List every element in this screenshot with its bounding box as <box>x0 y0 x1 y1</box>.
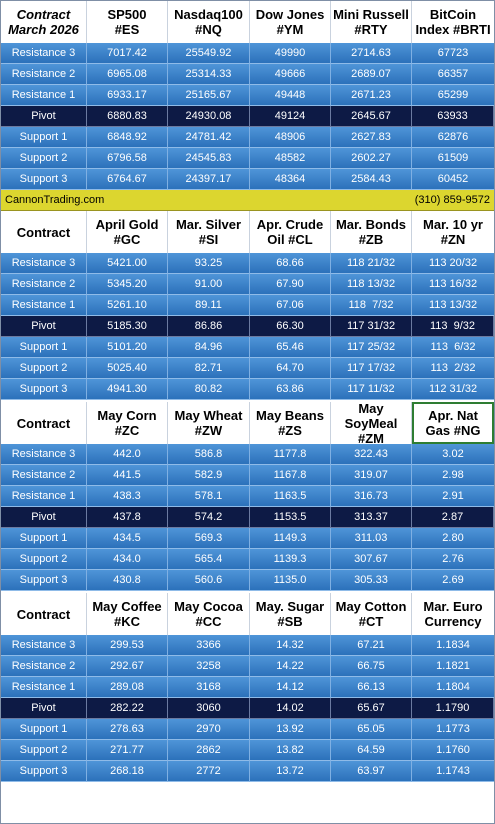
value-cell: 60452 <box>412 169 494 190</box>
value-cell: 66.13 <box>331 677 412 698</box>
value-cell: 67.06 <box>250 295 331 316</box>
header-row <box>1 593 494 635</box>
value-cell: 582.9 <box>168 465 250 486</box>
value-cell: 5345.20 <box>87 274 168 295</box>
level-row <box>1 64 494 85</box>
value-cell: 89.11 <box>168 295 250 316</box>
value-cell: 1.1821 <box>412 656 494 677</box>
value-cell: 118 7/32 <box>331 295 412 316</box>
value-cell: 49990 <box>250 43 331 64</box>
value-cell: 118 13/32 <box>331 274 412 295</box>
col-header-10yr: Mar. 10 yr #ZN <box>423 217 483 247</box>
level-row <box>1 295 494 316</box>
value-cell: 430.8 <box>87 570 168 591</box>
row-label: Resistance 1 <box>1 295 87 316</box>
value-cell: 13.72 <box>250 761 331 782</box>
value-cell: 2772 <box>168 761 250 782</box>
col-header-cotton: May Cotton #CT <box>331 593 412 635</box>
value-cell: 1.1760 <box>412 740 494 761</box>
pivot-row <box>1 316 494 337</box>
value-cell: 49448 <box>250 85 331 106</box>
row-label: Resistance 3 <box>1 444 87 465</box>
value-cell: 63.97 <box>331 761 412 782</box>
level-row <box>1 740 494 761</box>
col-header-crude-oil: Apr. Crude Oil #CL <box>250 211 331 253</box>
value-cell: 65.46 <box>250 337 331 358</box>
value-cell: 313.37 <box>331 507 412 528</box>
value-cell: 14.12 <box>250 677 331 698</box>
value-cell: 113 13/32 <box>412 295 494 316</box>
col-header-nat-gas: Apr. Nat Gas #NG <box>412 402 494 444</box>
value-cell: 2671.23 <box>331 85 412 106</box>
value-cell: 2.98 <box>412 465 494 486</box>
value-cell: 560.6 <box>168 570 250 591</box>
value-cell: 93.25 <box>168 253 250 274</box>
level-row <box>1 127 494 148</box>
value-cell: 113 2/32 <box>412 358 494 379</box>
value-cell: 307.67 <box>331 549 412 570</box>
value-cell: 2689.07 <box>331 64 412 85</box>
value-cell: 6933.17 <box>87 85 168 106</box>
pivot-row <box>1 698 494 719</box>
value-cell: 49666 <box>250 64 331 85</box>
row-label: Resistance 3 <box>1 253 87 274</box>
value-cell: 7017.42 <box>87 43 168 64</box>
value-cell: 6965.08 <box>87 64 168 85</box>
value-cell: 2.87 <box>412 507 494 528</box>
value-cell: 67.90 <box>250 274 331 295</box>
value-cell: 24545.83 <box>168 148 250 169</box>
value-cell: 49124 <box>250 106 331 127</box>
col-header-beans: May Beans #ZS <box>250 402 331 444</box>
value-cell: 66.30 <box>250 316 331 337</box>
value-cell: 5101.20 <box>87 337 168 358</box>
level-row <box>1 570 494 591</box>
value-cell: 5185.30 <box>87 316 168 337</box>
level-row <box>1 379 494 400</box>
level-row <box>1 656 494 677</box>
col-header-cocoa: May Cocoa #CC <box>168 593 250 635</box>
row-label: Pivot <box>1 507 87 528</box>
level-row <box>1 761 494 782</box>
data-rows <box>1 253 494 400</box>
row-label: Support 2 <box>1 358 87 379</box>
value-cell: 2.80 <box>412 528 494 549</box>
row-label: Support 2 <box>1 740 87 761</box>
info-bar <box>1 190 494 211</box>
value-cell: 1.1790 <box>412 698 494 719</box>
value-cell: 1177.8 <box>250 444 331 465</box>
header-row <box>1 1 494 43</box>
value-cell: 2645.67 <box>331 106 412 127</box>
row-label: Support 2 <box>1 549 87 570</box>
value-cell: 6764.67 <box>87 169 168 190</box>
value-cell: 117 31/32 <box>331 316 412 337</box>
header-row <box>1 402 494 444</box>
row-label: Resistance 2 <box>1 656 87 677</box>
col-header-wheat: May Wheat #ZW <box>168 402 250 444</box>
value-cell: 117 17/32 <box>331 358 412 379</box>
value-cell: 48582 <box>250 148 331 169</box>
value-cell: 67.21 <box>331 635 412 656</box>
row-label: Resistance 3 <box>1 43 87 64</box>
value-cell: 117 11/32 <box>331 379 412 400</box>
value-cell: 2602.27 <box>331 148 412 169</box>
value-cell: 25314.33 <box>168 64 250 85</box>
value-cell: 442.0 <box>87 444 168 465</box>
contract-header: Contract March 2026 <box>1 1 87 43</box>
value-cell: 2.69 <box>412 570 494 591</box>
value-cell: 68.66 <box>250 253 331 274</box>
level-row <box>1 148 494 169</box>
row-label: Resistance 2 <box>1 274 87 295</box>
value-cell: 65.05 <box>331 719 412 740</box>
value-cell: 24930.08 <box>168 106 250 127</box>
value-cell: 4941.30 <box>87 379 168 400</box>
row-label: Resistance 1 <box>1 486 87 507</box>
contract-header: Contract <box>1 211 87 253</box>
value-cell: 48364 <box>250 169 331 190</box>
row-label: Resistance 1 <box>1 85 87 106</box>
value-cell: 1167.8 <box>250 465 331 486</box>
value-cell: 64.59 <box>331 740 412 761</box>
value-cell: 66357 <box>412 64 494 85</box>
value-cell: 1.1804 <box>412 677 494 698</box>
col-header-sp500: SP500 #ES <box>87 1 168 43</box>
level-row <box>1 337 494 358</box>
value-cell: 578.1 <box>168 486 250 507</box>
level-row <box>1 486 494 507</box>
contract-header: Contract <box>1 402 87 444</box>
col-header-mini-russell: Mini Russell #RTY <box>331 1 412 43</box>
value-cell: 113 9/32 <box>412 316 494 337</box>
value-cell: 84.96 <box>168 337 250 358</box>
value-cell: 63.86 <box>250 379 331 400</box>
col-header-nasdaq100: Nasdaq100 #NQ <box>168 1 250 43</box>
col-header-soymeal: May SoyMeal #ZM <box>331 402 412 444</box>
value-cell: 1153.5 <box>250 507 331 528</box>
value-cell: 2584.43 <box>331 169 412 190</box>
col-header-bonds: Mar. Bonds #ZB <box>331 211 412 253</box>
value-cell: 66.75 <box>331 656 412 677</box>
value-cell: 282.22 <box>87 698 168 719</box>
value-cell: 437.8 <box>87 507 168 528</box>
value-cell: 48906 <box>250 127 331 148</box>
pivot-row <box>1 106 494 127</box>
value-cell: 67723 <box>412 43 494 64</box>
value-cell: 24397.17 <box>168 169 250 190</box>
row-label: Support 1 <box>1 127 87 148</box>
col-header-corn: May Corn #ZC <box>87 402 168 444</box>
value-cell: 13.82 <box>250 740 331 761</box>
row-label: Support 1 <box>1 337 87 358</box>
phone-number: (310) 859-9572 <box>414 194 490 206</box>
section-indices <box>1 1 494 190</box>
row-label: Pivot <box>1 106 87 127</box>
col-header-gold: April Gold #GC <box>87 211 168 253</box>
value-cell: 438.3 <box>87 486 168 507</box>
value-cell: 322.43 <box>331 444 412 465</box>
row-label: Support 3 <box>1 570 87 591</box>
level-row <box>1 549 494 570</box>
row-label: Resistance 1 <box>1 677 87 698</box>
value-cell: 3258 <box>168 656 250 677</box>
value-cell: 441.5 <box>87 465 168 486</box>
col-header-sugar: May. Sugar #SB <box>250 593 331 635</box>
value-cell: 65.67 <box>331 698 412 719</box>
value-cell: 24781.42 <box>168 127 250 148</box>
value-cell: 14.22 <box>250 656 331 677</box>
level-row <box>1 528 494 549</box>
value-cell: 1.1773 <box>412 719 494 740</box>
value-cell: 434.0 <box>87 549 168 570</box>
data-rows <box>1 635 494 782</box>
value-cell: 3060 <box>168 698 250 719</box>
value-cell: 1135.0 <box>250 570 331 591</box>
value-cell: 14.02 <box>250 698 331 719</box>
value-cell: 2714.63 <box>331 43 412 64</box>
row-label: Support 1 <box>1 528 87 549</box>
data-rows <box>1 444 494 591</box>
value-cell: 299.53 <box>87 635 168 656</box>
level-row <box>1 677 494 698</box>
pivot-row <box>1 507 494 528</box>
value-cell: 1.1834 <box>412 635 494 656</box>
row-label: Support 3 <box>1 379 87 400</box>
value-cell: 86.86 <box>168 316 250 337</box>
value-cell: 3.02 <box>412 444 494 465</box>
value-cell: 63933 <box>412 106 494 127</box>
value-cell: 5025.40 <box>87 358 168 379</box>
section-softs-currency <box>1 593 494 782</box>
value-cell: 434.5 <box>87 528 168 549</box>
value-cell: 2.91 <box>412 486 494 507</box>
level-row <box>1 43 494 64</box>
col-header-dow-jones: Dow Jones #YM <box>250 1 331 43</box>
header-row <box>1 211 494 253</box>
value-cell: 61509 <box>412 148 494 169</box>
value-cell: 586.8 <box>168 444 250 465</box>
data-rows <box>1 43 494 190</box>
row-label: Pivot <box>1 698 87 719</box>
value-cell: 574.2 <box>168 507 250 528</box>
level-row <box>1 253 494 274</box>
level-row <box>1 358 494 379</box>
value-cell: 278.63 <box>87 719 168 740</box>
value-cell: 25165.67 <box>168 85 250 106</box>
value-cell: 3366 <box>168 635 250 656</box>
row-label: Support 3 <box>1 761 87 782</box>
row-label: Support 1 <box>1 719 87 740</box>
value-cell: 268.18 <box>87 761 168 782</box>
value-cell: 2970 <box>168 719 250 740</box>
value-cell: 64.70 <box>250 358 331 379</box>
section-metals-rates <box>1 211 494 400</box>
value-cell: 6848.92 <box>87 127 168 148</box>
col-header-euro: Mar. Euro Currency <box>423 599 483 629</box>
value-cell: 65299 <box>412 85 494 106</box>
value-cell: 117 25/32 <box>331 337 412 358</box>
website-link[interactable]: CannonTrading.com <box>5 194 105 206</box>
value-cell: 25549.92 <box>168 43 250 64</box>
value-cell: 80.82 <box>168 379 250 400</box>
value-cell: 319.07 <box>331 465 412 486</box>
value-cell: 316.73 <box>331 486 412 507</box>
contract-header: Contract <box>1 593 87 635</box>
value-cell: 289.08 <box>87 677 168 698</box>
value-cell: 62876 <box>412 127 494 148</box>
row-label: Resistance 3 <box>1 635 87 656</box>
value-cell: 305.33 <box>331 570 412 591</box>
level-row <box>1 85 494 106</box>
value-cell: 1.1743 <box>412 761 494 782</box>
row-label: Support 2 <box>1 148 87 169</box>
value-cell: 91.00 <box>168 274 250 295</box>
level-row <box>1 635 494 656</box>
value-cell: 6880.83 <box>87 106 168 127</box>
level-row <box>1 465 494 486</box>
value-cell: 271.77 <box>87 740 168 761</box>
value-cell: 5421.00 <box>87 253 168 274</box>
col-header-bitcoin: BitCoin Index #BRTI <box>415 7 491 37</box>
level-row <box>1 444 494 465</box>
row-label: Resistance 2 <box>1 465 87 486</box>
value-cell: 569.3 <box>168 528 250 549</box>
value-cell: 3168 <box>168 677 250 698</box>
value-cell: 113 6/32 <box>412 337 494 358</box>
col-header-coffee: May Coffee #KC <box>87 593 168 635</box>
level-row <box>1 169 494 190</box>
value-cell: 6796.58 <box>87 148 168 169</box>
value-cell: 14.32 <box>250 635 331 656</box>
value-cell: 2862 <box>168 740 250 761</box>
value-cell: 565.4 <box>168 549 250 570</box>
value-cell: 1139.3 <box>250 549 331 570</box>
value-cell: 1163.5 <box>250 486 331 507</box>
level-row <box>1 274 494 295</box>
value-cell: 311.03 <box>331 528 412 549</box>
value-cell: 113 20/32 <box>412 253 494 274</box>
value-cell: 113 16/32 <box>412 274 494 295</box>
value-cell: 112 31/32 <box>412 379 494 400</box>
row-label: Resistance 2 <box>1 64 87 85</box>
value-cell: 13.92 <box>250 719 331 740</box>
value-cell: 2.76 <box>412 549 494 570</box>
value-cell: 118 21/32 <box>331 253 412 274</box>
value-cell: 292.67 <box>87 656 168 677</box>
col-header-silver: Mar. Silver #SI <box>168 211 250 253</box>
level-row <box>1 719 494 740</box>
value-cell: 1149.3 <box>250 528 331 549</box>
section-grains <box>1 402 494 591</box>
value-cell: 2627.83 <box>331 127 412 148</box>
row-label: Pivot <box>1 316 87 337</box>
value-cell: 5261.10 <box>87 295 168 316</box>
value-cell: 82.71 <box>168 358 250 379</box>
row-label: Support 3 <box>1 169 87 190</box>
